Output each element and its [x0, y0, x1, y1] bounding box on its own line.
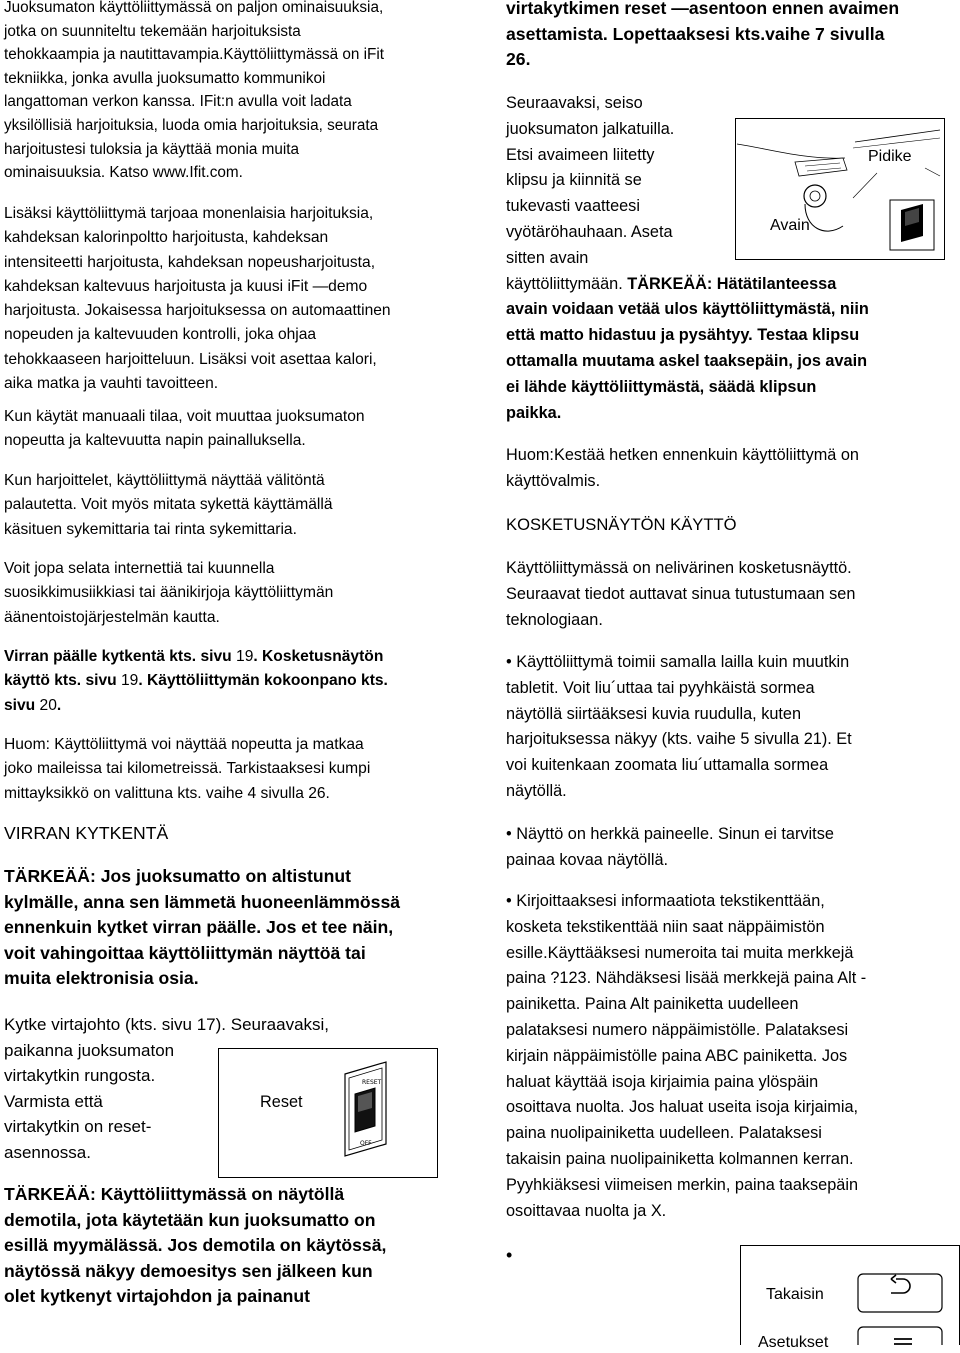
power-heading: VIRRAN KYTKENTÄ [4, 823, 169, 843]
key-paragraph: Seuraavaksi, seiso juoksumaton jalkatuilla. Etsi avaimeen liitetty klipsu ja kiinnitä se tukevasti vaatteesi vyötäröhauhaan. Aseta sitten avain käyttöliittymään. TÄRKEÄÄ: Hätätilanteessa avain voidaan vetää ulos käyttöliittymästä, niin että matto hidastuu ja pysähtyy. Testaa klipsu ottamalla muutama askel taaksepäin, jos avain ei lähde käyttöliittymästä, säädä klipsun paikka. [506, 94, 869, 422]
key-clip-illustration [735, 118, 945, 260]
reset-continuation: virtakytkimen reset —asentoon ennen avaimen asettamista. Lopettaaksesi kts.vaihe 7 sivulla 26. [506, 0, 900, 70]
internet-paragraph: Voit jopa selata internettiä tai kuunnella suosikkimusiikkiasi tai äänikirjoja käyttöliittymän äänentoistojärjestelmän kautta. [4, 560, 334, 626]
workouts-paragraph: Lisäksi käyttöliittymä tarjoaa monenlaisia harjoituksia, kahdeksan kalorinpoltto harjoitusta, kahdeksan intensiteetti harjoitusta, kahdeksan nopeusharjoitusta, kahdeksan kaltevuus harjoitusta ja kuusi iFit —demo harjoitusta. Jokaisessa harjoituksessa on automaattinen nopeuden ja kaltevuuden kontrolli, joka ohjaa tehokkaaseen harjoitteluun. Lisäksi voit asettaa kalori, aika matka ja vauhti tavoitteen. [4, 205, 391, 393]
manual-paragraph: Kun käytät manuaali tilaa, voit muuttaa juoksumaton nopeutta ja kaltevuutta napin painalluksella. [4, 408, 365, 450]
reset-switch-figure [218, 1048, 438, 1178]
bullet-keyboard: • Kirjoittaaksesi informaatiota tekstikenttään, kosketa tekstikenttää niin saat näppäimistön esille.Käyttääksesi numeroita tai muita merkkejä paina ?123. Nähdäksesi lisää merkkejä paina Alt - painiketta. Paina Alt painiketta uudelleen palataksesi numero näppäimistölle. Palataksesi kirjain näppäimistölle paina ABC painiketta. Jos haluat käyttää isoja kirjaimia paina ylöspäin osoittava nuolta. Jos haluat useita isoja kirjaimia, paina nuolipainiketta uudelleen. Palataksesi takaisin paina nuolipainiketta kolmannen kerran. Pyyhkiäksesi viimeisen merkin, paina taaksepäin osoittavaa nuolta ja X. [506, 892, 867, 1220]
key-slot-icon [890, 200, 934, 250]
touch-intro: Käyttöliittymässä on nelivärinen kosketusnäyttö. Seuraavat tiedot auttavat sinua tutustumaan sen teknologiaan. [506, 559, 856, 629]
plug-paragraph: Kytke virtajohto (kts. sivu 17). Seuraavaksi, paikanna juoksumaton virtakytkin rungosta. Varmista että virtakytkin on reset- asennossa. [4, 1015, 330, 1162]
demo-warning: TÄRKEÄÄ: Käyttöliittymässä on näytöllä demotila, jota käytetään kun juoksumatto on esillä myymälässä. Jos demotila on käytössä, näytössä näkyy demoesitys sen jälkeen kun olet kytkenyt virtajohdon ja painanut [4, 1184, 387, 1307]
reset-switch-illustration [218, 1048, 438, 1178]
bullet-empty: • [506, 1245, 513, 1265]
intro-paragraph: Juoksumaton käyttöliittymässä on paljon ominaisuuksia, jotka on suunniteltu tekemään harjoituksista tehokkaampia ja nautittavampia.Käyttöliittymässä on iFit tekniikka, jonka avulla juoksumatto kommunikoi langattoman verkon kanssa. IFit:n avulla voit ladata yksilöllisiä harjoituksia, luoda omia harjoituksia, seurata harjoitustesi tuloksia ja käyttää monia muita ominaisuuksia. Katso www.Ifit.com. [4, 0, 385, 182]
cold-warning: TÄRKEÄÄ: Jos juoksumatto on altistunut kylmälle, anna sen lämmetä huoneenlämmössä ennenkuin kytket virran päälle. Jos et tee näin, voit vahingoittaa käyttöliittymän näyttöä tai muita elektronisia osia. [4, 866, 401, 989]
key-clip-figure [735, 118, 945, 260]
screen-buttons-figure [740, 1245, 960, 1351]
reset-label: Reset [260, 1093, 303, 1111]
avain-label: Avain [770, 217, 810, 234]
svg-text:OFF: OFF [360, 1140, 372, 1147]
ready-note: Huom:Kestää hetken ennenkuin käyttöliittymä on käyttövalmis. [506, 446, 859, 490]
feedback-paragraph: Kun harjoittelet, käyttöliittymä näyttää välitöntä palautetta. Voit myös mitata sykettä käyttämällä käsituen sykemittaria tai rinta sykemittaria. [4, 472, 333, 538]
takaisin-label[interactable]: Takaisin [766, 1286, 824, 1303]
pidike-label: Pidike [868, 148, 912, 165]
bullet-swipe: • Käyttöliittymä toimii samalla lailla kuin muutkin tabletit. Voit liu´uttaa tai pyyhkäistä sormea näytöllä siirtääksesi kuvia ruudulla, kuten harjoituksessa näkyy (kts. vaihe 5 sivulla 21). Et voi kuitenkaan zoomata liu´uttamalla sormea näytöllä. [506, 653, 852, 800]
bullet-pressure: • Näyttö on herkkä paineelle. Sinun ei tarvitse painaa kovaa näytöllä. [506, 825, 834, 869]
page-references: Virran päälle kytkentä kts. sivu 19. Kosketusnäytön käyttö kts. sivu 19. Käyttöliittymän kokoonpano kts. sivu 20. [4, 648, 388, 714]
units-note: Huom: Käyttöliittymä voi näyttää nopeutta ja matkaa joko maileissa tai kilometreissä. Tarkistaaksesi kumpi mittayksikkö on valittuna kts. vaihe 4 sivulla 26. [4, 736, 371, 802]
settings-button-shape [858, 1327, 942, 1345]
svg-text:RESET: RESET [362, 1079, 382, 1086]
asetukset-label[interactable]: Asetukset [758, 1334, 829, 1351]
touch-heading: KOSKETUSNÄYTÖN KÄYTTÖ [506, 515, 737, 534]
power-switch-icon [345, 1062, 386, 1156]
